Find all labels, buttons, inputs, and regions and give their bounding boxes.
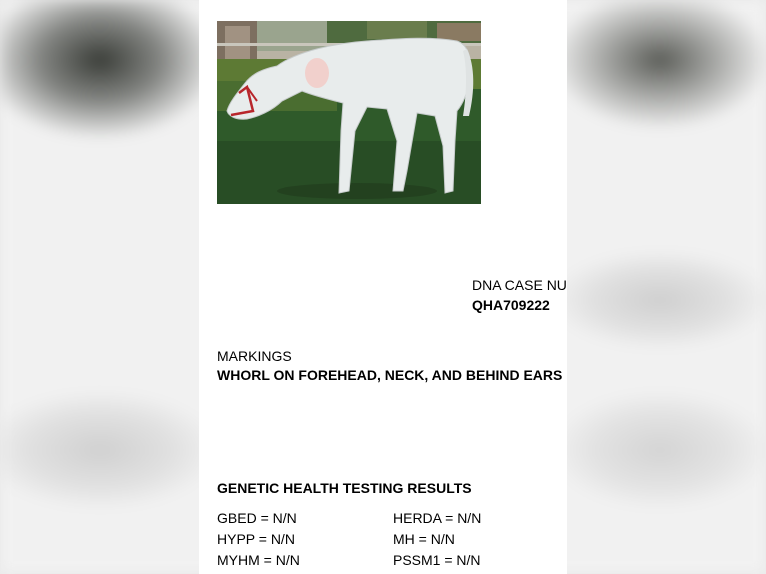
genetic-result-pssm1: PSSM1 = N/N <box>393 552 481 568</box>
genetic-heading: GENETIC HEALTH TESTING RESULTS <box>217 480 472 496</box>
horse-photo <box>217 21 481 204</box>
document-page <box>199 0 567 574</box>
genetic-result-mh: MH = N/N <box>393 531 455 547</box>
markings-label: MARKINGS <box>217 348 292 364</box>
genetic-result-gbed: GBED = N/N <box>217 510 297 526</box>
genetic-result-herda: HERDA = N/N <box>393 510 482 526</box>
dna-case-label: DNA CASE NU <box>472 277 567 293</box>
genetic-result-myhm: MYHM = N/N <box>217 552 300 568</box>
markings-value: WHORL ON FOREHEAD, NECK, AND BEHIND EARS <box>217 367 563 383</box>
genetic-result-hypp: HYPP = N/N <box>217 531 295 547</box>
dna-case-value: QHA709222 <box>472 297 550 313</box>
